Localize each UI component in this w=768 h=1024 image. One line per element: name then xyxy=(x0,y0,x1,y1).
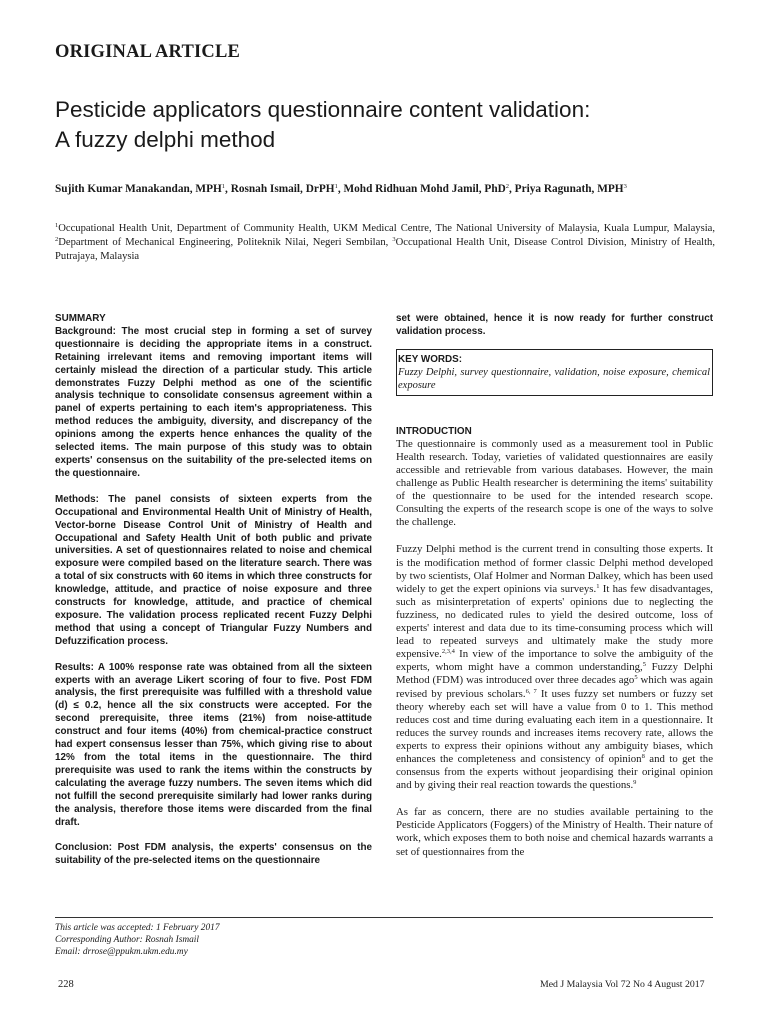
keywords-heading: KEY WORDS: xyxy=(398,353,463,365)
author-name: Priya Ragunath, MPH xyxy=(514,183,624,195)
summary-column xyxy=(55,313,372,878)
affil-ref: 1 xyxy=(55,222,59,229)
author-name: Rosnah Ismail, DrPH xyxy=(230,183,335,195)
page-number: 228 xyxy=(58,979,74,990)
citation-ref: 8 xyxy=(641,752,645,760)
affiliation-text: Occupational Health Unit, Disease Control Division, Ministry of Health, Putrajaya, Malaysia xyxy=(55,237,715,262)
introduction-paragraph-2: Fuzzy Delphi method is the current trend in consulting those experts. It is the modification method of former classic Delphi method developed by two scientists, Olaf Holmer and Norman Dalkey, which has been used widely to get the expert opinions via surveys.$^1$ It has few disadvantages, such as misinterpretation of experts' opinions due to neglecting the fuzziness, no dedicated rules to yield the desired outcome, loss of experts' interest and data due to its time-consuming process which will lead to repeated surveys and ultimately make the study more expensive.$^{2,3,4}$ In view of the importance to solve the ambiguity of the experts, whom might have a common understanding,$^5$ Fuzzy Delphi Method (FDM) was introduced over three decades ago$^5$ which was again revised by previous scholars.$^{6, 7}$ It uses fuzzy set numbers or fuzzy set theory whereby each set will have a value from 0 to 1. This method reduces cost and time during evaluating each item in a questionnaire. It reduces the survey rounds and increases items recovery rate, allows the experts to express their opinions without any ambiguity biases, which enhances the completeness and consistency of opinion$^8$ and to get the consensus from the experts without jeopardising their original opinion and by giving their real reaction towards the questions.$^9$ xyxy=(396,543,713,792)
title-line-2: A fuzzy delphi method xyxy=(55,127,276,152)
article-title xyxy=(55,95,715,155)
citation-ref: 2,3,4 xyxy=(441,648,455,656)
footnotes xyxy=(55,922,220,958)
summary-conclusion: Conclusion: Post FDM analysis, the experts' consensus on the suitability of the pre-selected items on the questionnaire xyxy=(55,842,372,867)
citation-ref: 6, 7 xyxy=(525,687,537,695)
keywords-box xyxy=(396,349,713,396)
introduction-paragraph-3: As far as concern, there are no studies available pertaining to the Pesticide Applicators (Foggers) of the Ministry of Health. Their nature of work, which exposes them to both noise and chemical hazards warrants a set of questionnaires from the xyxy=(396,806,713,858)
citation-ref: 9 xyxy=(633,779,637,787)
author-affil-ref: 1 xyxy=(334,183,338,190)
footnote-divider xyxy=(55,917,713,918)
author-affil-ref: 2 xyxy=(505,183,510,190)
citation-ref: 5 xyxy=(642,661,646,669)
affiliations xyxy=(55,222,715,264)
author-affil-ref: 3 xyxy=(623,183,627,190)
affil-ref: 2 xyxy=(55,236,59,243)
citation-ref: 1 xyxy=(596,582,600,590)
author-name: Sujith Kumar Manakandan, MPH xyxy=(55,183,222,195)
citation-ref: 5 xyxy=(634,674,638,682)
corresponding-author: Corresponding Author: Rosnah Ismail xyxy=(55,935,200,945)
introduction-paragraph-1: The questionnaire is commonly used as a measurement tool in Public Health research. Today, varieties of validated questionnaires are easily accessible and retrievable from various databases. However, the main challenge as Public Health researcher is determining the items' suitability of the questionnaire to be used for the intended research scope. Consulting the experts of the research scope is one of the ways to solve the challenge. xyxy=(396,437,713,529)
right-column xyxy=(396,313,713,873)
corresponding-email: Email: drrose@ppukm.ukm.edu.my xyxy=(55,947,188,957)
keywords-text: Fuzzy Delphi, survey questionnaire, validation, noise exposure, chemical exposure xyxy=(398,366,710,391)
summary-background: Background: The most crucial step in forming a set of survey questionnaire is deciding the appropriate items in a construct. Retaining irrelevant items and removing important items will certainly mislead the direction of a particular study. This article demonstrates Fuzzy Delphi method as one of the scientific analysis technique to consolidate consensus agreement within a panel of experts pertaining to each item's appropriateness. This method reduces the ambiguity, diversity, and discrepancy of the opinions among the experts hence enhances the quality of the selected items. The main purpose of this study was to obtain experts' consensus on the suitability of the pre-selected items on the questionnaire. xyxy=(55,325,372,479)
author-name: Mohd Ridhuan Mohd Jamil, PhD xyxy=(343,183,506,195)
author-affil-ref: 1 xyxy=(221,183,226,190)
title-line-1: Pesticide applicators questionnaire content validation: xyxy=(55,97,591,122)
summary-results: Results: A 100% response rate was obtained from all the sixteen experts with an average Likert scoring of four to five. Post FDM analysis, the first prerequisite was fulfilled with a threshold value (d) ≤ 0.2, hence all the six constructs were accepted. For the second prerequisite, three items (21%) from noise-attitude construct and four items (40%) from chemical-practice construct had expert consensus lesser than 75%, which giving rise to about 12% from the total items in the questionnaire. The third prerequisite was used to rank the items within the constructs by calculating the average fuzzy numbers. The seven items which did not fulfill the second prerequisite similarly had lower ranks during the analysis, therefore those items were discarded from the final draft. xyxy=(55,661,372,828)
introduction-heading: INTRODUCTION xyxy=(396,425,472,437)
summary-heading: SUMMARY xyxy=(55,313,106,324)
accepted-date: This article was accepted: 1 February 2017 xyxy=(55,923,220,933)
affiliation-text: Department of Mechanical Engineering, Politeknik Nilai, Negeri Sembilan, xyxy=(58,237,393,248)
affil-ref: 3 xyxy=(392,236,396,243)
summary-conclusion-continued: set were obtained, hence it is now ready for further construct validation process. xyxy=(396,313,713,337)
article-type-label: ORIGINAL ARTICLE xyxy=(55,42,241,62)
summary-methods: Methods: The panel consists of sixteen experts from the Occupational and Environmental Health Unit of Ministry of Health, Vector-borne Disease Control Unit of Ministry of Health and Occupational and Safety Health Unit of both public and private universities. A set of questionnaires related to noise and chemical exposure were compiled based on the literature search. There was a total of six constructs with 60 items in which three constructs for knowledge, attitude, and practice of noise exposure and three constructs for knowledge, attitude, and practice of chemical exposure. The validation process replicated recent Fuzzy Delphi method that using a concept of Triangular Fuzzy Numbers and Defuzzification process. xyxy=(55,493,372,647)
journal-reference: Med J Malaysia Vol 72 No 4 August 2017 xyxy=(540,979,705,990)
author-list: Sujith Kumar Manakandan, MPH$^1$, Rosnah Ismail, DrPH$^1$, Mohd Ridhuan Mohd Jamil, PhD$^2$, Priya Ragunath, MPH$^3$ xyxy=(55,183,627,195)
affiliation-text: Occupational Health Unit, Department of Community Health, UKM Medical Centre, The National University of Malaysia, Kuala Lumpur, Malaysia, xyxy=(58,223,715,234)
